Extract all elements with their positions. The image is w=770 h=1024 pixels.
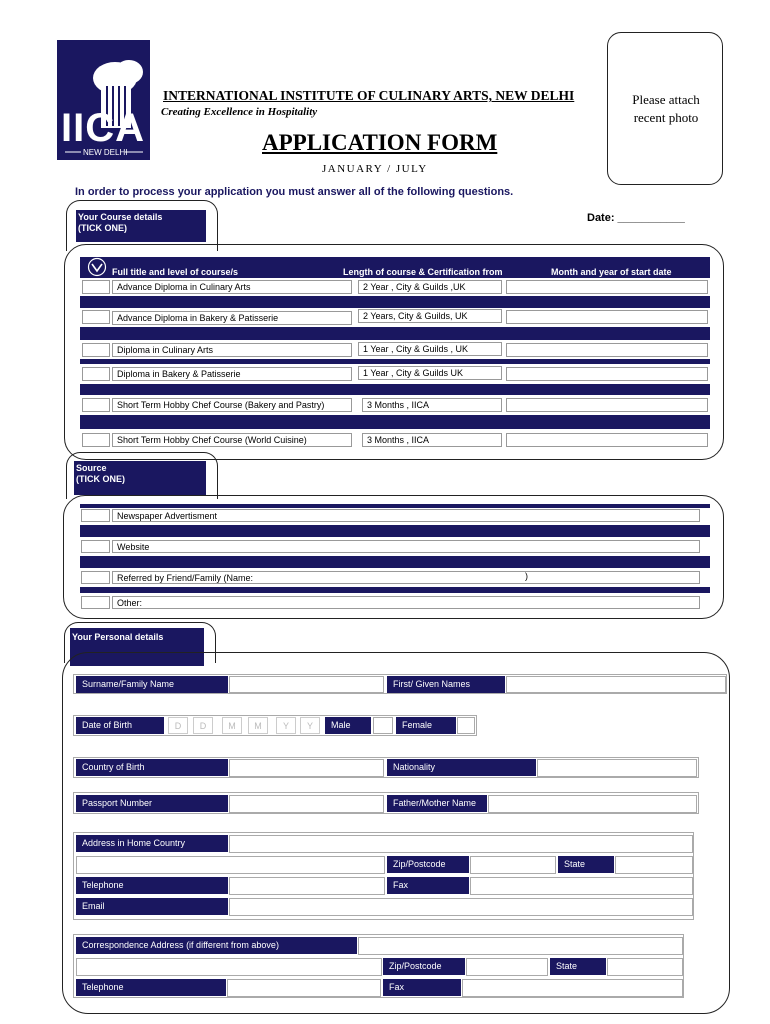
course-start-date[interactable] xyxy=(506,398,708,412)
zip-label: Zip/Postcode xyxy=(387,856,469,873)
source-checkbox[interactable] xyxy=(81,571,110,584)
source-label: Website xyxy=(112,540,700,553)
row-divider xyxy=(80,504,710,508)
logo-badge-icon xyxy=(86,257,108,277)
source-tab-header xyxy=(74,461,206,495)
source-checkbox[interactable] xyxy=(81,540,110,553)
surname-input[interactable] xyxy=(229,676,384,693)
nationality-input[interactable] xyxy=(537,759,697,777)
referral-close-paren: ) xyxy=(525,571,528,581)
source-label[interactable]: Other: xyxy=(112,596,700,609)
home-address-line2[interactable] xyxy=(76,856,385,874)
course-start-date[interactable] xyxy=(506,367,708,381)
telephone2-label: Telephone xyxy=(76,979,226,996)
col-header-length: Length of course & Certification from xyxy=(343,267,503,277)
state2-input[interactable] xyxy=(607,958,683,976)
zip2-label: Zip/Postcode xyxy=(383,958,465,975)
row-divider xyxy=(80,359,710,364)
course-title: Advance Diploma in Culinary Arts xyxy=(112,280,352,294)
institute-name: INTERNATIONAL INSTITUTE OF CULINARY ARTS, NEW DELHI xyxy=(163,88,575,103)
logo-subtext: NEW DELHI xyxy=(83,148,128,157)
father-mother-label: Father/Mother Name xyxy=(387,795,487,812)
country-birth-label: Country of Birth xyxy=(76,759,228,776)
row-divider xyxy=(80,587,710,593)
row-divider xyxy=(80,556,710,568)
fax2-label: Fax xyxy=(383,979,461,996)
logo-text: IICA xyxy=(61,106,145,150)
row-divider xyxy=(80,296,710,308)
row-divider xyxy=(80,525,710,537)
course-length: 1 Year , City & Guilds UK xyxy=(358,366,502,380)
state-label: State xyxy=(558,856,614,873)
course-checkbox[interactable] xyxy=(82,398,110,412)
course-checkbox[interactable] xyxy=(82,367,110,381)
course-checkbox[interactable] xyxy=(82,433,110,447)
source-tab-title: Source xyxy=(76,463,107,473)
nationality-label: Nationality xyxy=(387,759,536,776)
course-start-date[interactable] xyxy=(506,343,708,357)
course-tab-header xyxy=(76,210,206,242)
dob-label: Date of Birth xyxy=(76,717,164,734)
dob-month-box[interactable]: M xyxy=(248,717,268,734)
course-length: 1 Year , City & Guilds , UK xyxy=(358,342,502,356)
dob-year-box[interactable]: Y xyxy=(300,717,320,734)
state-input[interactable] xyxy=(615,856,693,874)
source-checkbox[interactable] xyxy=(81,509,110,522)
source-label[interactable]: Referred by Friend/Family (Name: xyxy=(112,571,700,584)
row-divider xyxy=(80,327,710,340)
dob-day-box[interactable]: D xyxy=(193,717,213,734)
male-label: Male xyxy=(325,717,371,734)
course-title: Short Term Hobby Chef Course (Bakery and Pastry) xyxy=(112,398,352,412)
course-checkbox[interactable] xyxy=(82,310,110,324)
dob-year-box[interactable]: Y xyxy=(276,717,296,734)
intro-text: In order to process your application you must answer all of the following questions. xyxy=(75,186,514,198)
corr-address-label: Correspondence Address (if different from above) xyxy=(76,937,357,954)
course-start-date[interactable] xyxy=(506,280,708,294)
telephone-label: Telephone xyxy=(76,877,228,894)
course-length: 2 Year , City & Guilds ,UK xyxy=(358,280,502,294)
source-checkbox[interactable] xyxy=(81,596,110,609)
telephone-input[interactable] xyxy=(229,877,385,895)
iica-logo xyxy=(57,40,150,160)
corr-address-line2[interactable] xyxy=(76,958,382,976)
course-title: Diploma in Culinary Arts xyxy=(112,343,352,357)
home-address-input[interactable] xyxy=(229,835,693,853)
course-length: 3 Months , IICA xyxy=(362,398,502,412)
photo-box[interactable] xyxy=(607,32,723,185)
course-title: Short Term Hobby Chef Course (World Cuisine) xyxy=(112,433,352,447)
dob-month-box[interactable]: M xyxy=(222,717,242,734)
country-birth-input[interactable] xyxy=(229,759,384,777)
dob-day-box[interactable]: D xyxy=(168,717,188,734)
email-input[interactable] xyxy=(229,898,693,916)
telephone2-input[interactable] xyxy=(227,979,381,997)
zip-input[interactable] xyxy=(470,856,556,874)
first-name-input[interactable] xyxy=(506,676,726,693)
row-divider xyxy=(80,415,710,429)
state2-label: State xyxy=(550,958,606,975)
passport-input[interactable] xyxy=(229,795,384,813)
col-header-start: Month and year of start date xyxy=(551,267,672,277)
surname-label: Surname/Family Name xyxy=(76,676,228,693)
course-tab-sub: (TICK ONE) xyxy=(78,223,127,233)
col-header-title: Full title and level of course/s xyxy=(112,267,239,277)
course-start-date[interactable] xyxy=(506,433,708,447)
course-checkbox[interactable] xyxy=(82,280,110,294)
course-length: 3 Months , IICA xyxy=(362,433,502,447)
photo-note: Please attach recent photo xyxy=(632,92,700,125)
session-label: JANUARY / JULY xyxy=(322,163,428,175)
fax2-input[interactable] xyxy=(462,979,683,997)
father-mother-input[interactable] xyxy=(488,795,697,813)
male-checkbox[interactable] xyxy=(373,717,393,734)
tagline: Creating Excellence in Hospitality xyxy=(161,106,318,118)
source-tab-sub: (TICK ONE) xyxy=(76,474,125,484)
page-title: APPLICATION FORM xyxy=(262,130,498,155)
course-title: Advance Diploma in Bakery & Patisserie xyxy=(112,311,352,325)
corr-address-input[interactable] xyxy=(358,937,683,955)
passport-label: Passport Number xyxy=(76,795,228,812)
fax-label: Fax xyxy=(387,877,469,894)
female-checkbox[interactable] xyxy=(457,717,475,734)
first-name-label: First/ Given Names xyxy=(387,676,505,693)
course-checkbox[interactable] xyxy=(82,343,110,357)
date-field[interactable]: Date: ___________ xyxy=(587,212,685,224)
course-start-date[interactable] xyxy=(506,310,708,324)
course-title: Diploma in Bakery & Patisserie xyxy=(112,367,352,381)
course-tab-title: Your Course details xyxy=(78,212,163,222)
personal-tab-title: Your Personal details xyxy=(72,632,164,642)
home-address-label: Address in Home Country xyxy=(76,835,228,852)
female-label: Female xyxy=(396,717,456,734)
email-label: Email xyxy=(76,898,228,915)
zip2-input[interactable] xyxy=(466,958,548,976)
row-divider xyxy=(80,384,710,395)
course-length: 2 Years, City & Guilds, UK xyxy=(358,309,502,323)
fax-input[interactable] xyxy=(470,877,693,895)
source-label: Newspaper Advertisment xyxy=(112,509,700,522)
